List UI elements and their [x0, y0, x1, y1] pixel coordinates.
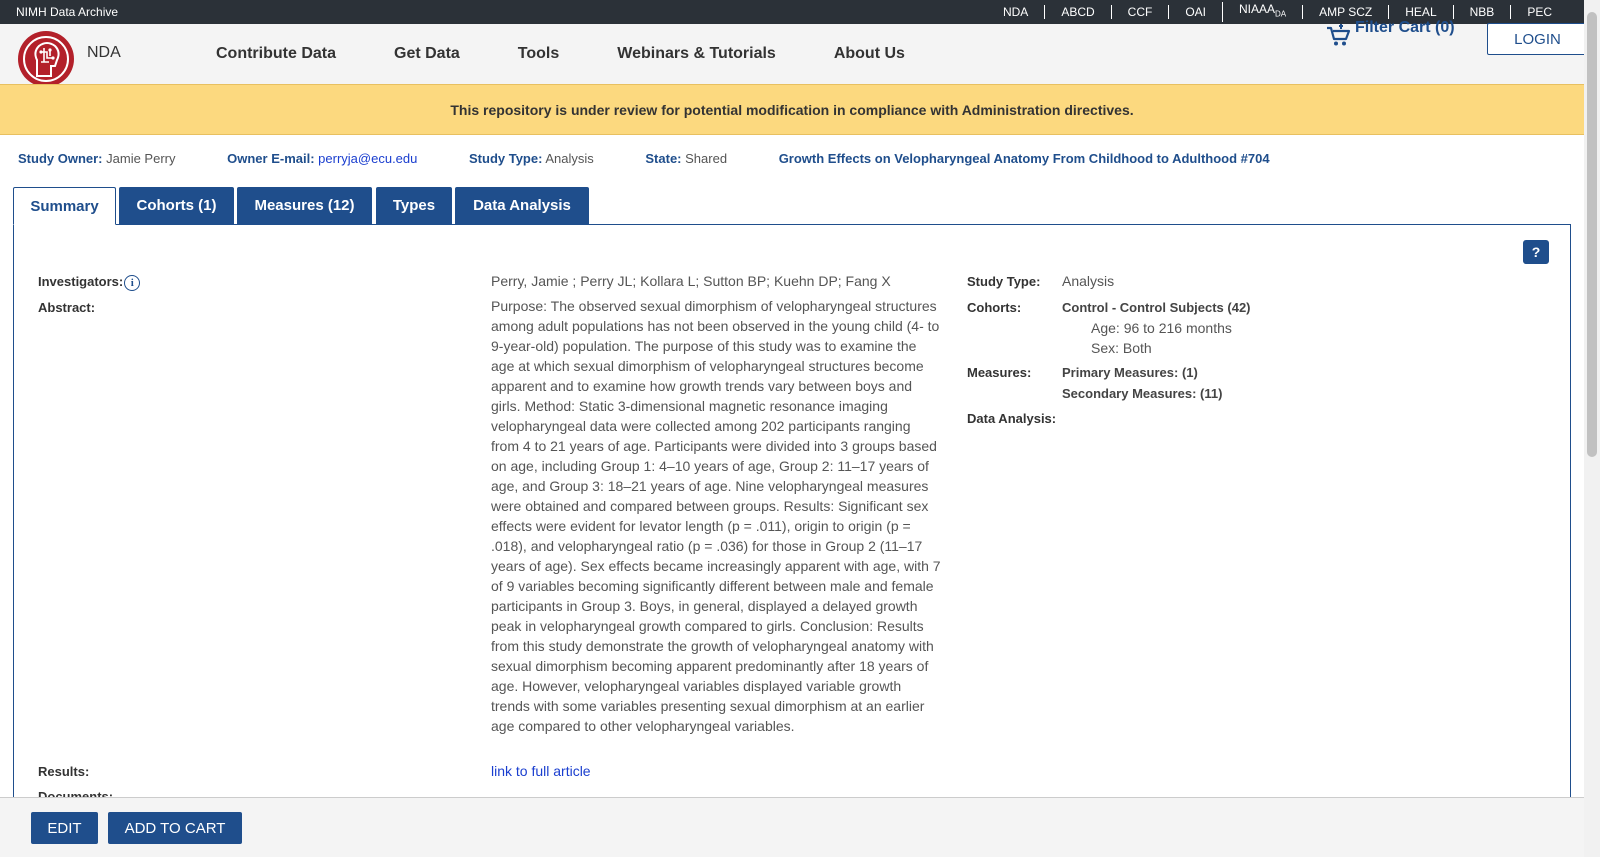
- owner-email: [227, 151, 441, 166]
- tab-measures[interactable]: Measures (12): [237, 187, 372, 224]
- cohorts-label: Cohorts:: [967, 300, 1022, 315]
- tab-summary[interactable]: Summary: [13, 187, 116, 225]
- study-type-label: Study Type:: [469, 151, 543, 166]
- cohort-sex: Sex: Both: [1091, 340, 1152, 356]
- nda-logo-icon[interactable]: [17, 30, 75, 88]
- summary-study-type-label: Study Type:: [967, 274, 1041, 289]
- partner-links: [987, 0, 1568, 24]
- data-analysis-label: Data Analysis:: [967, 411, 1057, 426]
- tab-data-analysis[interactable]: Data Analysis: [455, 187, 589, 224]
- cart-icon[interactable]: [1326, 24, 1352, 48]
- full-article-link[interactable]: link to full article: [491, 763, 591, 779]
- site-brand: NIMH Data Archive: [16, 5, 119, 19]
- study-owner-label: Study Owner:: [18, 151, 103, 166]
- cohort-age: Age: 96 to 216 months: [1091, 320, 1232, 336]
- topbar-link-ccf[interactable]: CCF: [1111, 5, 1169, 19]
- study-title: Growth Effects on Velopharyngeal Anatomy From Childhood to Adulthood #704: [778, 151, 1270, 166]
- study-state-value: Shared: [685, 151, 728, 166]
- niaaa-sub: DA: [1275, 9, 1287, 19]
- study-owner-value: Jamie Perry: [106, 151, 176, 166]
- study-state: [645, 151, 751, 166]
- study-type: [469, 151, 618, 166]
- main-nav: [216, 24, 963, 84]
- primary-measures: Primary Measures: (1): [1062, 365, 1198, 380]
- tab-types[interactable]: Types: [376, 187, 452, 224]
- summary-study-type-value: Analysis: [1062, 273, 1115, 289]
- owner-email-label: Owner E-mail:: [227, 151, 315, 166]
- investigators-value: Perry, Jamie ; Perry JL; Kollara L; Sutton BP; Kuehn DP; Fang X: [491, 273, 891, 289]
- study-owner: [18, 151, 200, 166]
- help-button[interactable]: ?: [1523, 240, 1549, 264]
- study-state-label: State:: [645, 151, 682, 166]
- nav-get-data[interactable]: Get Data: [394, 45, 460, 62]
- investigators-label-text: Investigators:: [38, 274, 124, 289]
- filter-cart-link[interactable]: Filter Cart (0): [1355, 19, 1455, 36]
- login-button[interactable]: LOGIN: [1487, 23, 1588, 55]
- study-type-value: Analysis: [545, 151, 594, 166]
- add-to-cart-button[interactable]: ADD TO CART: [108, 812, 242, 844]
- secondary-measures: Secondary Measures: (11): [1062, 386, 1223, 401]
- topbar-link-pec[interactable]: PEC: [1510, 5, 1568, 19]
- cohort-name: Control - Control Subjects (42): [1062, 300, 1251, 315]
- results-label: Results:: [38, 764, 90, 779]
- owner-email-value[interactable]: perryja@ecu.edu: [318, 151, 418, 166]
- topbar-link-niaaa[interactable]: [1222, 2, 1302, 21]
- measures-label: Measures:: [967, 365, 1032, 380]
- nav-contribute-data[interactable]: Contribute Data: [216, 45, 336, 62]
- nav-tools[interactable]: Tools: [517, 45, 560, 62]
- info-icon[interactable]: i: [124, 275, 140, 291]
- nav-webinars-tutorials[interactable]: Webinars & Tutorials: [617, 45, 776, 62]
- abstract-label: Abstract:: [38, 300, 96, 315]
- investigators-label: [38, 274, 140, 291]
- tab-cohorts[interactable]: Cohorts (1): [119, 187, 234, 224]
- nav-about-us[interactable]: About Us: [833, 45, 905, 62]
- abstract-text: Purpose: The observed sexual dimorphism of velopharyngeal structures among adult populations has not been observed in the young child (4- to 9-year-old) population. The purpose of this study was to examine the age at which sexual dimorphism of velopharyngeal structures become apparent and to examine how growth trends vary between boys and girls. Method: Static 3-dimensional magnetic resonance imaging velopharyngeal data were collected among 202 participants ranging from 4 to 21 years of age. Participants were divided into 3 groups based on age, including Group 1: 4–10 years of age, Group 2: 11–17 years of age, and Group 3: 18–21 years of age. Nine velopharyngeal measures were obtained and compared between groups. Results: Significant sex effects were evident for levator length (p = .011), origin to origin (p = .018), and velopharyngeal ratio (p = .036) for those in Group 2 (11–17 years of age). Sex effects became increasingly apparent with age, with 7 of 9 variables becoming significantly different between male and female participants in Group 3. Boys, in general, displayed a delayed growth peak in velopharyngeal growth compared to girls. Conclusion: Results from this study demonstrate the growth of velopharyngeal anatomy with sexual dimorphism becoming apparent predominantly after 18 years of age. However, velopharyngeal variables displayed variable growth trends with some variables presenting sexual dimorphism at an earlier age compared to other velopharyngeal variables.: [491, 298, 941, 734]
- topbar-link-abcd[interactable]: ABCD: [1044, 5, 1110, 19]
- topbar-link-amp-scz[interactable]: AMP SCZ: [1302, 5, 1388, 19]
- notice-banner: This repository is under review for potential modification in compliance with Administration directives.: [0, 84, 1584, 135]
- study-info-line: [18, 151, 1294, 166]
- scrollbar-thumb[interactable]: [1587, 12, 1597, 457]
- topbar-link-oai[interactable]: OAI: [1168, 5, 1222, 19]
- topbar-link-nda[interactable]: NDA: [1002, 5, 1029, 19]
- logo-text[interactable]: NDA: [87, 44, 121, 61]
- topbar-link-nbb[interactable]: NBB: [1453, 5, 1511, 19]
- top-bar: [0, 0, 1584, 24]
- topbar-link-heal[interactable]: HEAL: [1388, 5, 1452, 19]
- edit-button[interactable]: EDIT: [31, 812, 98, 844]
- niaaa-label: NIAAA: [1239, 2, 1276, 17]
